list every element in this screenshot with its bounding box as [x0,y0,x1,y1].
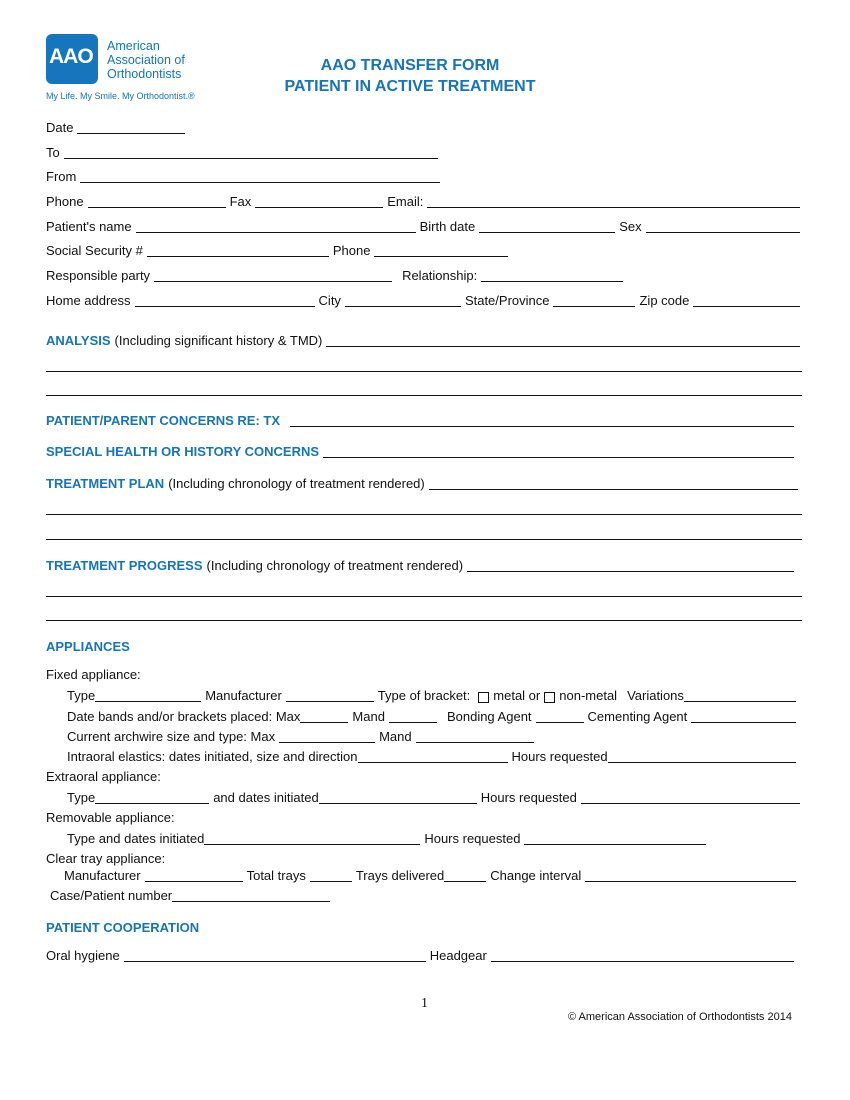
patient-name-field[interactable] [136,220,416,233]
extraoral-dates-label: and dates initiated [213,790,319,805]
elastics-label: Intraoral elastics: dates initiated, size and direction [67,749,358,764]
archwire-label: Current archwire size and type: Max [67,729,276,744]
ssn-label: Social Security # [46,243,143,258]
logo-name [107,39,185,81]
to-label: To [46,145,60,160]
extraoral-type-row [67,790,804,805]
progress-line-3[interactable] [46,620,802,621]
page-number: 1 [421,996,428,1011]
form-subtitle: PATIENT IN ACTIVE TREATMENT [284,78,536,95]
removable-label: Removable appliance: [46,810,175,825]
responsible-party-label: Responsible party [46,268,151,283]
date-row [46,120,804,135]
plan-heading: TREATMENT PLAN [46,476,165,491]
state-field[interactable] [553,294,635,307]
hours-requested-2-label: Hours requested [480,790,577,805]
removable-row [46,810,804,825]
archwire-row [67,729,800,744]
ssn-field[interactable] [147,244,329,257]
manufacturer-field[interactable] [286,689,374,702]
variations-label: Variations [627,688,684,703]
zip-label: Zip code [639,293,690,308]
logo-name-line1: American [107,39,160,53]
city-label: City [318,293,341,308]
elastics-field[interactable] [358,750,508,763]
home-address-field[interactable] [135,294,315,307]
special-row [46,444,798,459]
progress-line-2[interactable] [46,596,802,597]
analysis-line-2[interactable] [46,371,802,372]
progress-row [46,558,798,573]
change-interval-label: Change interval [490,868,582,883]
extraoral-type-label: Type [67,790,96,805]
state-label: State/Province [464,293,550,308]
concerns-row [46,413,798,428]
cementing-agent-label: Cementing Agent [587,709,688,724]
patient-name-label: Patient's name [46,219,132,234]
ssn-row [46,243,804,258]
fax-field[interactable] [255,195,383,208]
case-number-label: Case/Patient number [50,888,173,903]
date-label: Date [46,120,74,135]
change-interval-field[interactable] [585,869,796,882]
removable-type-row [67,831,804,846]
hours-requested-1-label: Hours requested [511,749,608,764]
responsible-party-field[interactable] [154,269,392,282]
copyright-notice: © American Association of Orthodontists 2014 [568,1011,792,1023]
relationship-field[interactable] [481,269,623,282]
appliances-row [46,639,804,654]
extraoral-label: Extraoral appliance: [46,769,161,784]
extraoral-type-field[interactable] [95,791,209,804]
logo-name-line2: Association of [107,53,185,67]
from-row [46,169,804,184]
ct-manufacturer-field[interactable] [145,869,243,882]
archwire-mand-label: Mand [379,729,412,744]
analysis-field[interactable] [326,334,800,347]
variations-field[interactable] [684,689,796,702]
date-field[interactable] [77,121,185,134]
aao-logo-mark [46,34,98,84]
fixed-appliance-label: Fixed appliance: [46,667,141,682]
elastics-row [67,749,800,764]
extraoral-row [46,769,804,784]
concerns-field[interactable] [290,414,794,427]
manufacturer-label: Manufacturer [205,688,282,703]
to-field[interactable] [64,146,438,159]
home-address-label: Home address [46,293,131,308]
cooperation-heading-row [46,920,804,935]
headgear-label: Headgear [429,948,487,963]
special-field[interactable] [323,445,794,458]
sex-field[interactable] [646,220,800,233]
logo-tagline: My Life. My Smile. My Orthodontist.® [46,91,195,101]
hours-requested-1-field[interactable] [608,750,796,763]
responsible-row [46,268,804,283]
concerns-heading: PATIENT/PARENT CONCERNS RE: TX [46,413,281,428]
archwire-mand-field[interactable] [416,730,534,743]
oral-hygiene-field[interactable] [124,949,426,962]
date-bands-label: Date bands and/or brackets placed: Max [67,709,301,724]
case-number-field[interactable] [172,889,330,902]
birth-date-label: Birth date [419,219,476,234]
fixed-type-row [67,688,800,703]
email-label: Email: [387,194,424,209]
nonmetal-label: non-metal [559,688,618,703]
bonding-agent-label: Bonding Agent [446,709,532,724]
from-label: From [46,169,77,184]
cooperation-heading: PATIENT COOPERATION [46,920,200,935]
headgear-field[interactable] [491,949,794,962]
bands-row [67,709,800,724]
phone2-field[interactable] [374,244,508,257]
cementing-agent-field[interactable] [691,710,796,723]
total-trays-label: Total trays [246,868,306,883]
to-row [46,145,804,160]
progress-field[interactable] [467,559,794,572]
clear-tray-label: Clear tray appliance: [46,851,166,866]
plan-line-2[interactable] [46,514,802,515]
fixed-row [46,667,804,682]
phone-field[interactable] [88,195,226,208]
from-field[interactable] [80,170,440,183]
trays-delivered-label: Trays delivered [355,868,445,883]
email-field[interactable] [427,195,800,208]
zip-field[interactable] [693,294,800,307]
clear-tray-details-row [64,868,800,883]
special-heading: SPECIAL HEALTH OR HISTORY CONCERNS [46,444,320,459]
logo-name-line3: Orthodontists [107,67,182,81]
logo-letters: AAO [49,45,93,68]
appliances-heading: APPLIANCES [46,639,130,654]
hours-requested-3-label: Hours requested [424,831,521,846]
hours-requested-2-field[interactable] [581,791,800,804]
oral-hygiene-label: Oral hygiene [46,948,120,963]
total-trays-field[interactable] [310,869,352,882]
type-field[interactable] [95,689,201,702]
metal-checkbox[interactable] [478,692,489,703]
plan-subheading: (Including chronology of treatment rendered) [168,476,425,491]
phone-label: Phone [46,194,84,209]
date-bands-max-field[interactable] [300,710,348,723]
analysis-row [46,333,804,348]
nonmetal-checkbox[interactable] [544,692,555,703]
analysis-line-3[interactable] [46,395,802,396]
patient-row [46,219,804,234]
type-label: Type [67,688,96,703]
phone2-label: Phone [332,243,371,258]
metal-label: metal or [493,688,541,703]
progress-heading: TREATMENT PROGRESS [46,558,203,573]
fax-label: Fax [229,194,252,209]
analysis-subheading: (Including significant history & TMD) [114,333,323,348]
plan-field[interactable] [429,477,798,490]
plan-row [46,476,802,491]
trays-delivered-field[interactable] [444,869,486,882]
birth-date-field[interactable] [479,220,615,233]
city-field[interactable] [345,294,461,307]
extraoral-dates-field[interactable] [319,791,477,804]
mand-field[interactable] [389,710,437,723]
hours-requested-3-field[interactable] [524,832,706,845]
case-number-row [50,888,804,903]
removable-type-field[interactable] [204,832,420,845]
form-title: AAO TRANSFER FORM [320,57,500,74]
relationship-label: Relationship: [402,268,478,283]
plan-line-3[interactable] [46,539,802,540]
analysis-heading: ANALYSIS [46,333,111,348]
ct-manufacturer-label: Manufacturer [64,868,141,883]
cooperation-row [46,948,798,963]
address-row [46,293,804,308]
bracket-type-label: Type of bracket: [377,688,471,703]
archwire-max-field[interactable] [279,730,375,743]
mand-label: Mand [352,709,385,724]
contact-row [46,194,804,209]
clear-tray-row [46,851,804,866]
sex-label: Sex [619,219,642,234]
progress-subheading: (Including chronology of treatment rendered) [206,558,464,573]
removable-type-label: Type and dates initiated [67,831,205,846]
bonding-agent-field[interactable] [536,710,584,723]
